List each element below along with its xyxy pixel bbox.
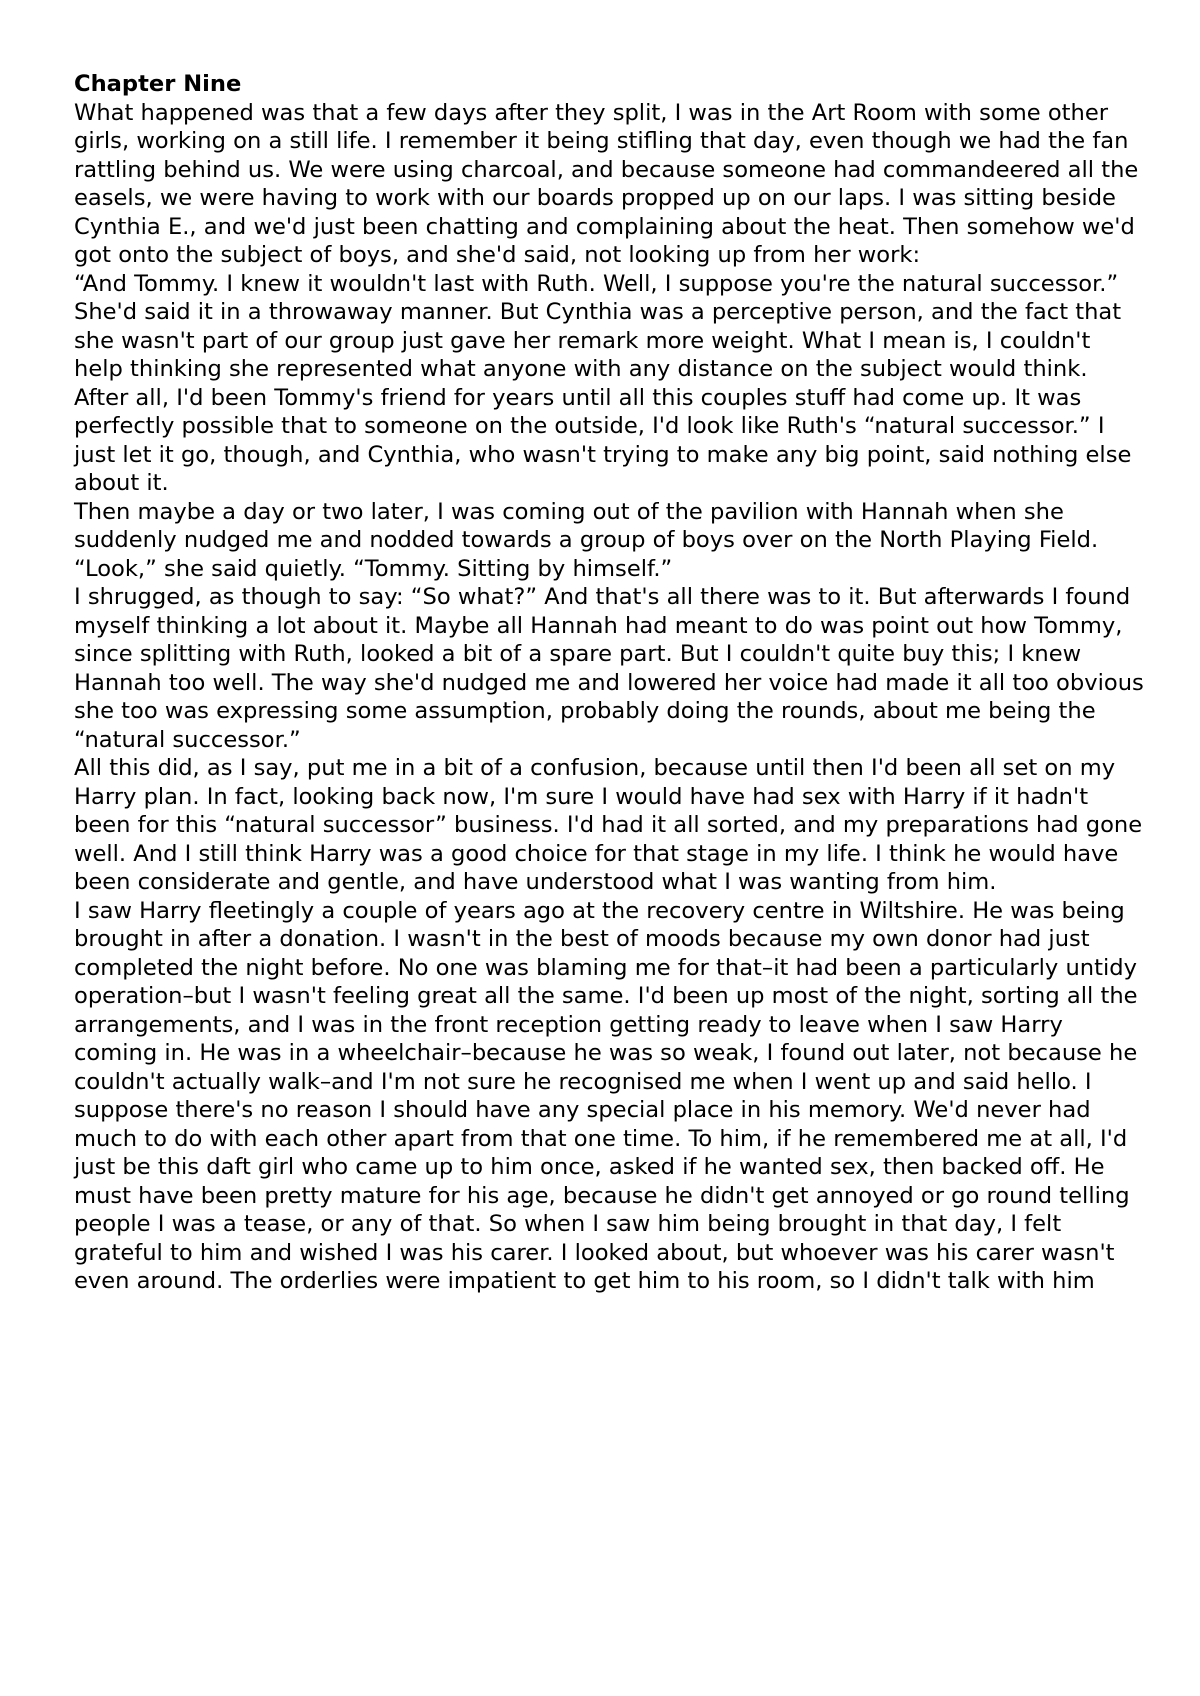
chapter-title: Chapter Nine [74,71,242,97]
document-page [74,70,1144,1296]
paragraph: What happened was that a few days after they split, I was in the Art Room with some other girls, working on a still life. I remember it being stifling that day, even though we had the fan rattling behind us. We were using charcoal, and because someone had commandeered all the easels, we were having to work with our boards propped up on our laps. I was sitting beside Cynthia E., and we'd just been chatting and complaining about the heat. Then somehow we'd got onto the subject of boys, and she'd said, not looking up from her work: [74,99,1139,268]
paragraph: Then maybe a day or two later, I was coming out of the pavilion with Hannah when she suddenly nudged me and nodded towards a group of boys over on the North Playing Field. [74,498,1099,553]
paragraph: She'd said it in a throwaway manner. But Cynthia was a perceptive person, and the fact that she wasn't part of our group just gave her remark more weight. What I mean is, I couldn't help thinking she represented what anyone with any distance on the subject would think. After all, I'd been Tommy's friend for years until all this couples stuff had come up. It was perfectly possible that to someone on the outside, I'd look like Ruth's “natural successor.” I just let it go, though, and Cynthia, who wasn't trying to make any big point, said nothing else about it. [74,299,1132,496]
paragraph: I saw Harry fleetingly a couple of years ago at the recovery centre in Wiltshire. He was being brought in after a donation. I wasn't in the best of moods because my own donor had just completed the night before. No one was blaming me for that–it had been a particularly untidy operation–but I wasn't feeling great all the same. I'd been up most of the night, sorting all the arrangements, and I was in the front reception getting ready to leave when I saw Harry coming in. He was in a wheelchair–because he was so weak, I found out later, not because he couldn't actually walk–and I'm not sure he recognised me when I went up and said hello. I suppose there's no reason I should have any special place in his memory. We'd never had much to do with each other apart from that one time. To him, if he remembered me at all, I'd just be this daft girl who came up to him once, asked if he wanted sex, then backed off. He must have been pretty mature for his age, because he didn't get annoyed or go round telling people I was a tease, or any of that. So when I saw him being brought in that day, I felt grateful to him and wished I was his carer. I looked about, but whoever was his carer wasn't even around. The orderlies were impatient to get him to his room, so I didn't talk with him [74,897,1138,1294]
paragraph: All this did, as I say, put me in a bit of a confusion, because until then I'd been all set on my Harry plan. In fact, looking back now, I'm sure I would have had sex with Harry if it hadn't been for this “natural successor” business. I'd had it all sorted, and my preparations had gone well. And I still think Harry was a good choice for that stage in my life. I think he would have been considerate and gentle, and have understood what I was wanting from him. [74,755,1143,895]
paragraph: “And Tommy. I knew it wouldn't last with Ruth. Well, I suppose you're the natural successor.” [74,270,1119,297]
paragraph: I shrugged, as though to say: “So what?” And that's all there was to it. But afterwards I found myself thinking a lot about it. Maybe all Hannah had meant to do was point out how Tommy, since splitting with Ruth, looked a bit of a spare part. But I couldn't quite buy this; I knew Hannah too well. The way she'd nudged me and lowered her voice had made it all too obvious she too was expressing some assumption, probably doing the rounds, about me being the “natural successor.” [74,584,1144,753]
paragraph: “Look,” she said quietly. “Tommy. Sitting by himself.” [74,555,673,582]
